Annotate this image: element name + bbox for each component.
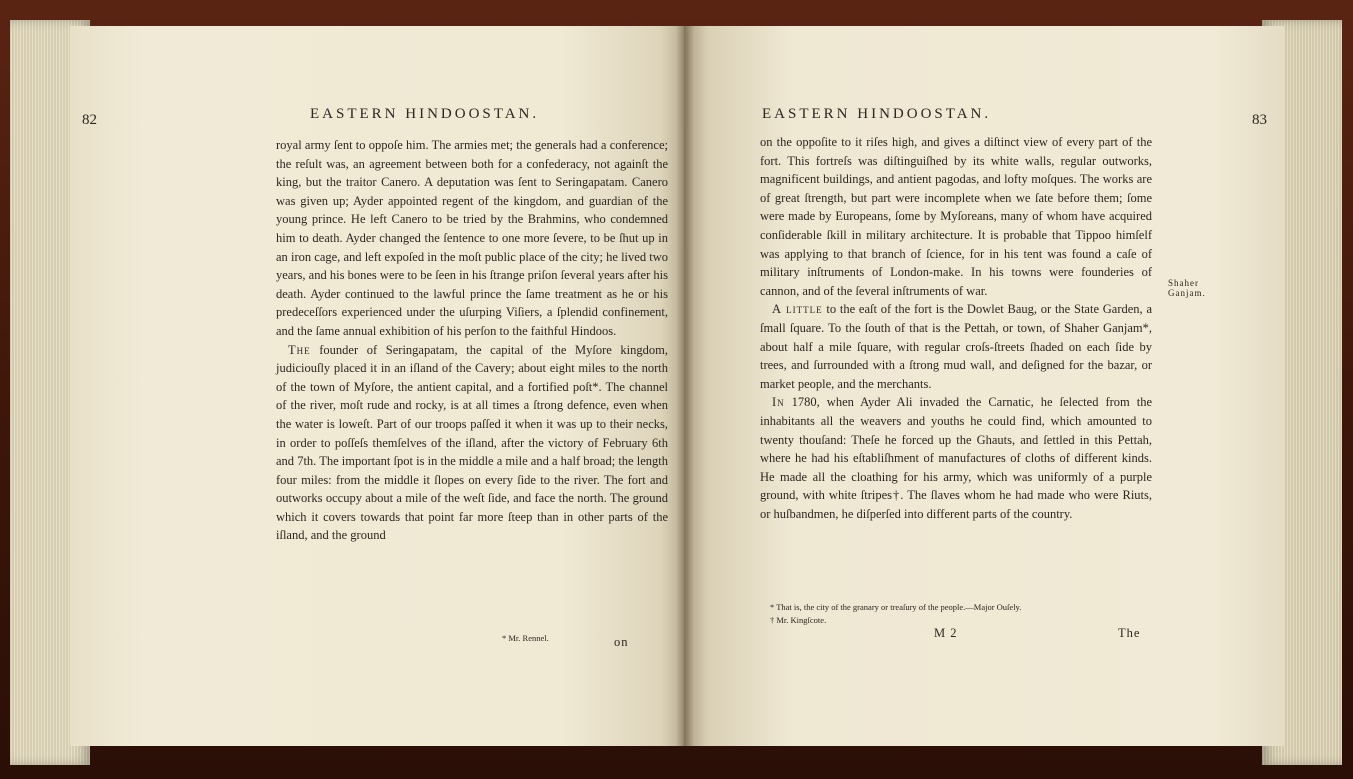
book-gutter [676, 26, 694, 746]
right-footnote-1: * That is, the city of the granary or treaſury of the people.—Major Ouſely. [770, 602, 1022, 612]
right-page [684, 26, 1284, 746]
right-paragraph-2-text: to the eaſt of the fort is the Dowlet Baug, or the State Garden, a ſmall ſquare. To the ſouth of that is the Pettah, or town, of Shaher Ganjam*, about half a mile ſquare, with regular croſs-ſtreets ſhaded on each ſide by trees, and ſurrounded with a ſtrong mud wall, and deſigned for the bazar, or market people, and the merchants. [760, 302, 1152, 391]
right-paragraph-3 [760, 393, 1152, 523]
left-page-number: 82 [82, 112, 97, 128]
right-paragraph-1: on the oppoſite to it riſes high, and gives a diſtinct view of every part of the fort. This fortreſs was diſtinguiſhed by its white walls, regular outworks, magnificent buildings, and antient pagodas, and lofty moſques. The works are of great ſtrength, but part were incomplete when we ſate before them; ſome were made by Europeans, ſome by Myſoreans, many of whom have acquired conſiderable ſkill in military architecture. It is probable that Tippoo himſelf was applying to that branch of ſcience, for in his tent was found a caſe of military inſtruments of London-make. In his towns were founderies of cannon, and of the ſeveral inſtruments of war. [760, 135, 1152, 298]
right-catchword: The [1118, 626, 1141, 640]
right-paragraph-2-lead: A little [772, 302, 823, 317]
right-paragraph-2 [760, 300, 1152, 393]
left-running-head: EASTERN HINDOOSTAN. [310, 106, 540, 122]
right-page-number: 83 [1252, 112, 1267, 128]
left-paragraph-2-lead: The [288, 342, 311, 357]
left-paragraph-1: royal army ſent to oppoſe him. The armies met; the generals had a conference; the reſult was, an agreement between both for a confederacy, not againſt the king, but the traitor Canero. A deputation was ſent to Seringapatam. Canero was given up; Ayder appointed regent of the kingdom, and guardian of the young prince. He left Canero to be tried by the Brahmins, who condemned him to death. Ayder changed the ſentence to one more ſevere, to be ſhut up in an iron cage, and left expoſed in the moſt public place of the city; he lived two years, and his bones were to be ſeen in his ſtrange priſon ſeveral years after his death. Ayder continued to the lawful prince the ſame treatment as he or his predeceſſors experienced under the uſurping Viſiers, a ſplendid confinement, and the ſame annual exhibition of his perſon to the faithful Hindoos. [276, 138, 668, 338]
left-body-text [276, 136, 668, 545]
right-footnote-2: † Mr. Kingſcote. [770, 615, 827, 625]
right-paragraph-3-text: 1780, when Ayder Ali invaded the Carnatic, he ſelected from the inhabitants all the weavers and youths he could find, which amounted to twenty thouſand: Theſe he forced up the Ghauts, and ſettled in this Pettah, where he had his eſtabliſhment of manufactures of cloths of different kinds. He made all the cloathing for his army, which was uniformly of a purple ground, with white ſtripes†. The ſlaves whom he had made who were Riuts, or huſbandmen, he diſperſed into different parts of the country. [760, 395, 1153, 521]
right-running-head: EASTERN HINDOOSTAN. [762, 106, 992, 122]
left-paragraph-2 [276, 341, 668, 546]
right-body-text [760, 133, 1152, 523]
left-page [70, 26, 685, 746]
margin-note: Shaher Ganjam. [1168, 278, 1206, 298]
signature-mark: M 2 [934, 626, 958, 640]
left-footnote: * Mr. Rennel. [502, 633, 549, 643]
left-paragraph-2-text: founder of Seringapatam, the capital of the Myſore kingdom, judiciouſly placed it in an iſland of the Cavery; about eight miles to the north of the town of Myſore, the antient capital, and a fortified poſt*. The channel of the river, moſt rude and rocky, is at all times a ſtrong defence, even when the water is loweſt. Part of our troops paſſed it when it was up to their necks, in order to poſſeſs themſelves of the iſland, after the victory of February 6th and 7th. The important ſpot is in the middle a mile and a half broad; the length four miles: from the middle it ſlopes on every ſide to the river. The fort and outworks occupy about a mile of the weſt ſide, and face the north. The ground which it covers towards that point far more ſteep than in other parts of the iſland, and the ground [276, 342, 668, 543]
left-catchword: on [614, 635, 629, 649]
right-paragraph-3-lead: In [772, 395, 785, 410]
